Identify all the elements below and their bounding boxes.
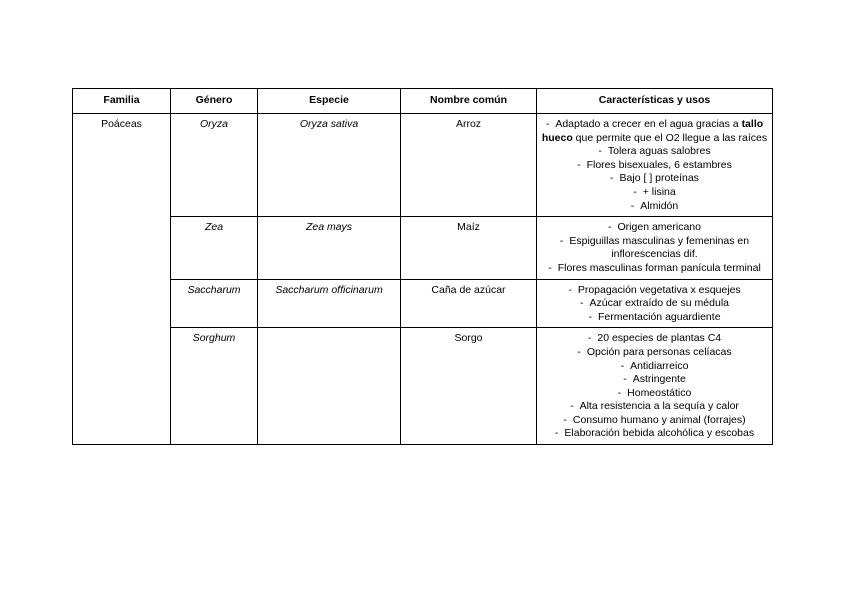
nombre-comun-cell: Sorgo <box>401 328 537 445</box>
genero-cell: Sorghum <box>171 328 258 445</box>
characteristic-text: Homeostático <box>627 386 692 399</box>
characteristic-item <box>537 427 772 441</box>
characteristic-item <box>537 387 772 401</box>
bullet-dash: - <box>617 386 622 399</box>
characteristic-item <box>537 145 772 159</box>
characteristic-text: Opción para personas celíacas <box>586 345 732 358</box>
characteristic-text: Bajo [ ] proteínas <box>619 172 699 185</box>
bullet-dash: - <box>587 332 592 345</box>
characteristic-item <box>537 159 772 173</box>
characteristic-item <box>537 332 772 346</box>
nombre-comun-cell: Arroz <box>401 114 537 217</box>
characteristic-item <box>537 297 772 311</box>
characteristic-item <box>537 414 772 428</box>
bullet-dash: - <box>559 234 564 247</box>
characteristic-item <box>537 221 772 235</box>
characteristic-bold-text: tallo hueco <box>541 118 764 144</box>
bullet-dash: - <box>554 427 559 440</box>
caracteristicas-cell <box>537 114 773 217</box>
bullet-dash: - <box>620 359 625 372</box>
characteristic-item <box>537 360 772 374</box>
characteristic-text: Almidón <box>640 199 679 212</box>
caracteristicas-cell <box>537 279 773 328</box>
genero-cell: Saccharum <box>171 279 258 328</box>
bullet-dash: - <box>588 310 592 323</box>
especie-cell <box>258 328 401 445</box>
characteristic-text: Fermentación aguardiente <box>597 310 721 323</box>
caracteristicas-cell <box>537 217 773 279</box>
bullet-dash: - <box>577 158 581 171</box>
characteristic-item <box>537 400 772 414</box>
header-nombre-comun: Nombre común <box>401 89 537 114</box>
characteristic-item <box>537 172 772 186</box>
bullet-dash: - <box>580 297 584 310</box>
familia-cell: Poáceas <box>73 114 171 445</box>
characteristic-item <box>537 373 772 387</box>
characteristic-text: Flores masculinas forman panícula terminal <box>557 261 761 274</box>
header-genero: Género <box>171 89 258 114</box>
bullet-dash: - <box>568 283 572 296</box>
characteristic-text: Azúcar extraído de su médula <box>589 297 729 310</box>
bullet-dash: - <box>570 400 574 413</box>
header-caracteristicas: Características y usos <box>537 89 773 114</box>
bullet-dash: - <box>577 345 581 358</box>
especie-cell: Zea mays <box>258 217 401 279</box>
bullet-dash: - <box>610 172 614 185</box>
characteristic-text: Astringente <box>632 373 686 386</box>
characteristic-item <box>537 186 772 200</box>
bullet-dash: - <box>623 373 627 386</box>
genero-cell: Zea <box>171 217 258 279</box>
header-especie: Especie <box>258 89 401 114</box>
characteristic-item <box>537 262 772 276</box>
characteristic-text: Elaboración bebida alcohólica y escobas <box>564 427 755 440</box>
characteristic-text: Tolera aguas salobres <box>607 145 711 158</box>
characteristic-text: + lisina <box>642 185 676 198</box>
table-row <box>73 114 773 217</box>
table-row <box>73 279 773 328</box>
characteristic-item <box>537 118 772 145</box>
bullet-dash: - <box>563 413 567 426</box>
characteristic-item <box>537 346 772 360</box>
nombre-comun-cell: Caña de azúcar <box>401 279 537 328</box>
especie-cell: Saccharum officinarum <box>258 279 401 328</box>
characteristic-item <box>537 235 772 262</box>
table-header-row <box>73 89 773 114</box>
especie-cell: Oryza sativa <box>258 114 401 217</box>
bullet-dash: - <box>608 221 612 234</box>
characteristic-text: Origen americano <box>617 221 701 234</box>
characteristic-text: Adaptado a crecer en el agua gracias a <box>555 118 742 130</box>
table-row <box>73 328 773 445</box>
table-row <box>73 217 773 279</box>
characteristic-text: Espiguillas masculinas y femeninas en inflorescencias dif. <box>569 234 750 261</box>
characteristic-item <box>537 200 772 214</box>
characteristic-text: Propagación vegetativa x esquejes <box>577 283 741 296</box>
bullet-dash: - <box>633 185 637 198</box>
nombre-comun-cell: Maíz <box>401 217 537 279</box>
header-familia: Familia <box>73 89 171 114</box>
characteristic-item <box>537 311 772 325</box>
genero-cell: Oryza <box>171 114 258 217</box>
characteristic-text: Consumo humano y animal (forrajes) <box>572 413 746 426</box>
characteristic-text: Alta resistencia a la sequía y calor <box>579 400 739 413</box>
bullet-dash: - <box>548 261 552 274</box>
characteristic-item <box>537 284 772 298</box>
characteristic-text: 20 especies de plantas C4 <box>597 332 722 345</box>
characteristic-text: Flores bisexuales, 6 estambres <box>586 158 732 171</box>
bullet-dash: - <box>630 199 635 212</box>
caracteristicas-cell <box>537 328 773 445</box>
crops-table <box>72 88 773 445</box>
characteristic-text: Antidiarreico <box>630 359 689 372</box>
bullet-dash: - <box>545 118 550 130</box>
bullet-dash: - <box>598 145 602 158</box>
characteristic-text: que permite que el O2 llegue a las raíces <box>572 131 768 144</box>
